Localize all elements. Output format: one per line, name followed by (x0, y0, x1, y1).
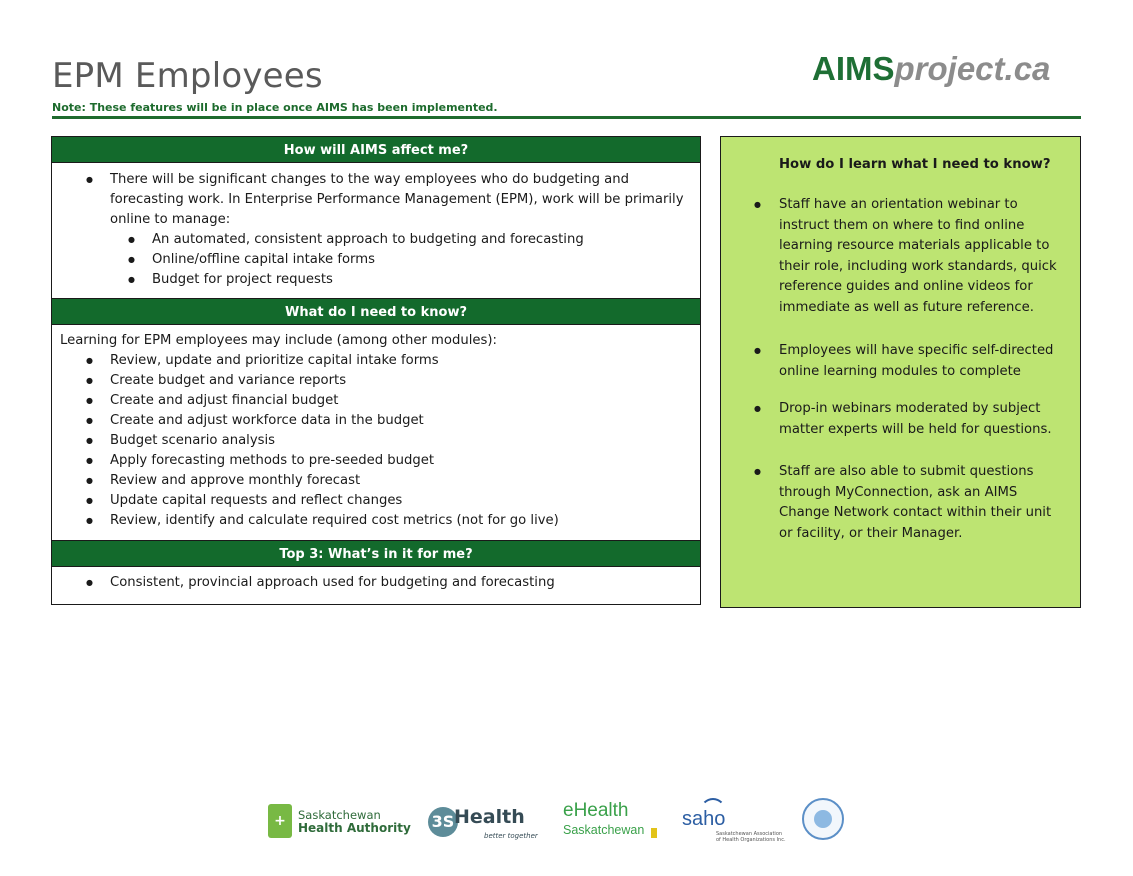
list-item: ● Create budget and variance reports (52, 371, 700, 391)
list-item: ● Create and adjust workforce data in the budget (52, 411, 700, 431)
section-heading-top3: Top 3: What’s in it for me? (52, 541, 700, 566)
section-body-top3 (52, 566, 700, 603)
list-item: ● There will be significant changes to the way employees who do budgeting and forecasting work. In Enterprise Performance Management (EPM), work will be primarily online to manage: (52, 170, 700, 230)
logo-secondary: project.ca (894, 50, 1051, 87)
list-item: ● Drop-in webinars moderated by subject matter experts will be held for questions. (779, 399, 1066, 440)
list-item: ● Budget scenario analysis (52, 431, 700, 451)
section-heading-affect: How will AIMS affect me? (52, 137, 700, 162)
ehealth-mark-icon (651, 828, 657, 838)
list-item: ● Apply forecasting methods to pre-seeded budget (52, 451, 700, 471)
learning-panel-heading: How do I learn what I need to know? (779, 157, 1051, 172)
implementation-note: Note: These features will be in place once AIMS has been implemented. (52, 101, 498, 114)
section-body-affect (52, 162, 700, 299)
list-item: ● Review and approve monthly forecast (52, 471, 700, 491)
saho-logo: saho Saskatchewan Association of Health Organizations Inc. (682, 798, 782, 846)
partner-logos (268, 798, 858, 846)
left-panel (51, 136, 701, 605)
list-item: ● Budget for project requests (52, 270, 700, 290)
section-body-need-to-know (52, 324, 700, 541)
3shealth-logo: 3S Health better together (428, 798, 538, 844)
list-item: ● Staff have an orientation webinar to instruct them on where to find online learning resource materials applicable to their role, including work standards, quick reference guides and online videos for immediate as well as future reference. (779, 195, 1066, 318)
logo-primary: AIMS (812, 50, 895, 87)
page-title: EPM Employees (52, 56, 323, 96)
section-heading-need-to-know: What do I need to know? (52, 299, 700, 324)
learning-panel (720, 136, 1081, 608)
list-item: ● Review, identify and calculate required cost metrics (not for go live) (52, 511, 700, 531)
saskatchewan-cancer-agency-logo (802, 798, 846, 842)
sha-badge-icon: + (268, 804, 292, 838)
list-item: ● Create and adjust financial budget (52, 391, 700, 411)
3s-mark-icon: 3S (428, 807, 458, 837)
list-item: ● Review, update and prioritize capital intake forms (52, 351, 700, 371)
list-item: ● Staff are also able to submit questions through MyConnection, ask an AIMS Change Network contact within their unit or facility, or their Manager. (779, 462, 1066, 544)
list-item: ● Consistent, provincial approach used for budgeting and forecasting (52, 573, 700, 593)
list-item: ● An automated, consistent approach to budgeting and forecasting (52, 230, 700, 250)
header-divider (52, 116, 1081, 119)
aimsproject-logo (812, 50, 1050, 88)
list-item: ● Online/offline capital intake forms (52, 250, 700, 270)
list-item: ● Employees will have specific self-directed online learning modules to complete (779, 341, 1066, 382)
section-intro: Learning for EPM employees may include (among other modules): (60, 333, 497, 348)
seal-icon (802, 798, 844, 840)
saskatchewan-health-authority-logo: + Saskatchewan Health Authority (268, 798, 408, 844)
ehealth-saskatchewan-logo: eHealth Saskatchewan (563, 798, 663, 844)
list-item: ● Update capital requests and reflect changes (52, 491, 700, 511)
